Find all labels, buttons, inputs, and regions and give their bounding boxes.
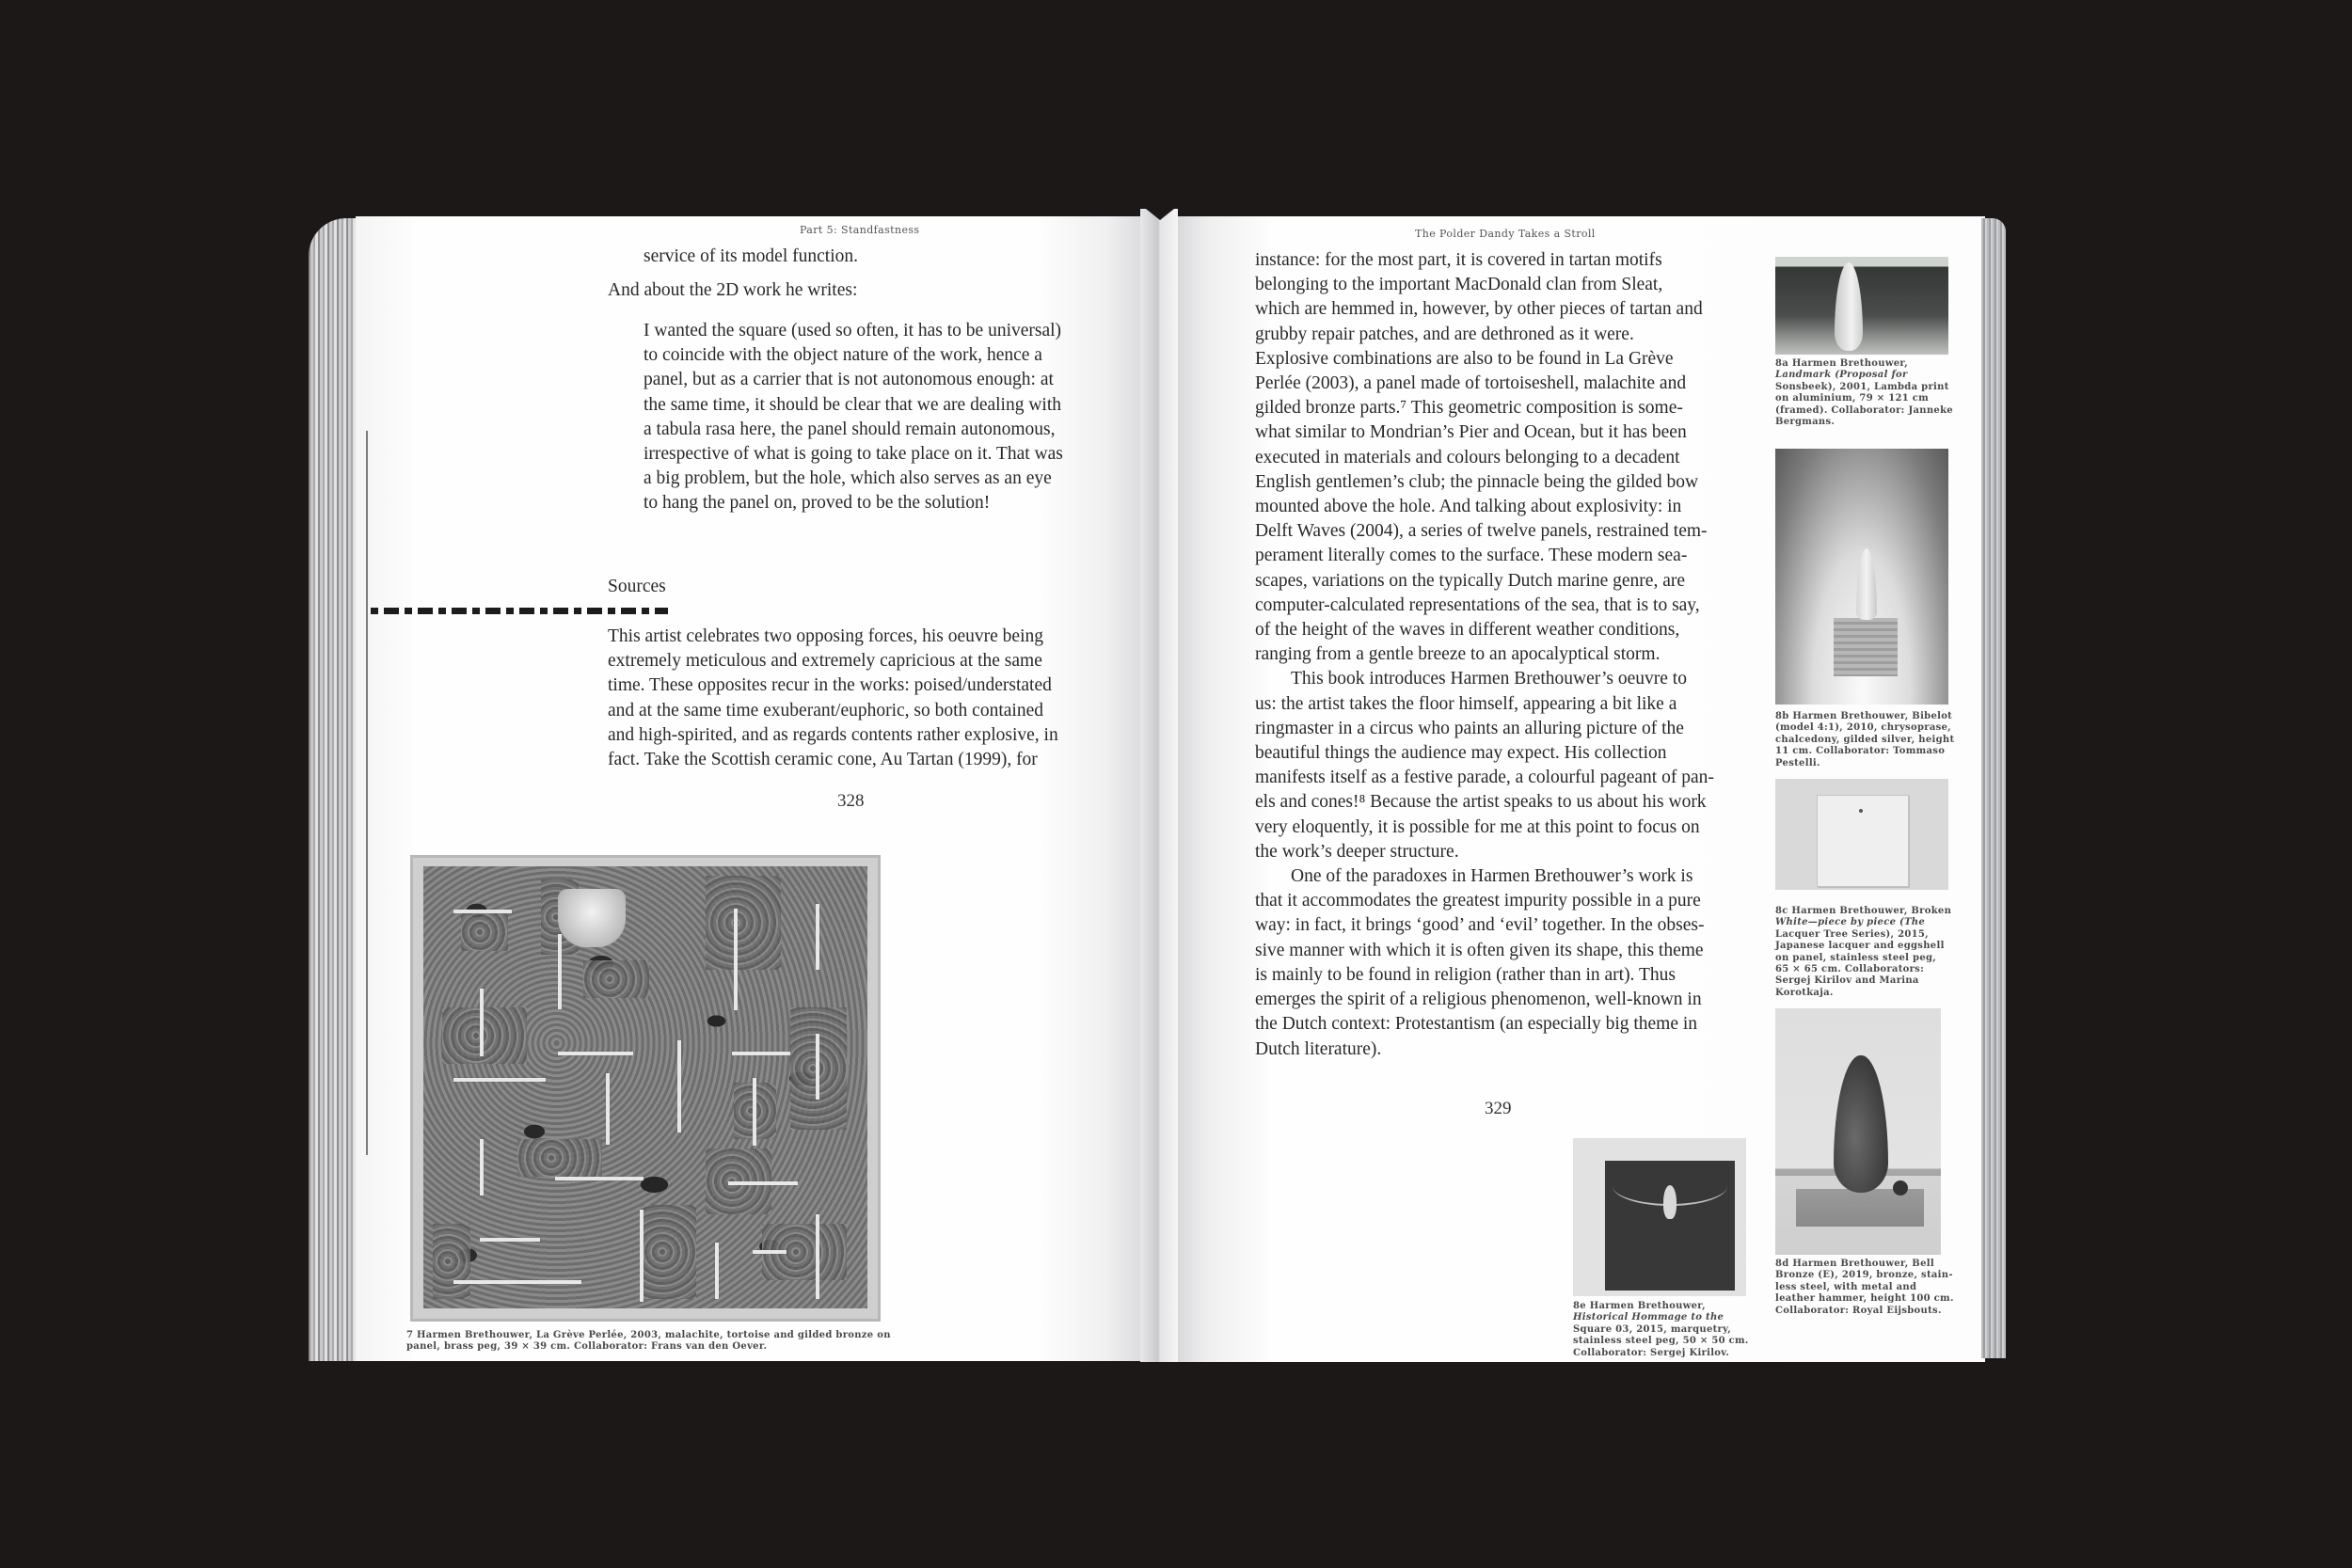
- body-line: beautiful things the audience may expect. His collection: [1255, 743, 1667, 764]
- caption-line: Collaborator: Royal Eijsbouts.: [1775, 1305, 1942, 1316]
- caption-line: Bronze (E), 2019, bronze, stain-: [1775, 1270, 1953, 1281]
- figure-8d-caption: [1775, 1259, 1963, 1317]
- caption-line: 8c Harmen Brethouwer, Broken: [1775, 906, 1952, 916]
- body-line: Perlée (2003), a panel made of tortoiseshell, malachite and: [1255, 373, 1687, 394]
- caption-line: 65 × 65 cm. Collaborators:: [1775, 964, 1925, 975]
- quote-line: I wanted the square (used so often, it has to be universal): [644, 321, 1062, 341]
- body-line: One of the paradoxes in Harmen Brethouwer’s work is: [1291, 866, 1693, 887]
- figure-8d-bell-bronze-photo: [1775, 1008, 1941, 1255]
- caption-line: Lacquer Tree Series), 2015,: [1775, 928, 1929, 940]
- body-line: time. These opposites recur in the works: poised/understated: [608, 675, 1052, 696]
- caption-line: Sonsbeek), 2001, Lambda print: [1775, 381, 1949, 392]
- caption-line: 7 Harmen Brethouwer, La Grève Perlée, 2003, malachite, tortoise and gilded bronze on: [406, 1330, 891, 1340]
- body-line: us: the artist takes the floor himself, appearing a bit like a: [1255, 693, 1677, 714]
- body-line: executed in materials and colours belonging to a decadent: [1255, 447, 1680, 467]
- body-line: the Dutch context: Protestantism (an especially big theme in: [1255, 1014, 1698, 1035]
- body-line: manifests itself as a festive parade, a colourful pageant of pan-: [1255, 768, 1714, 788]
- quote-intro: And about the 2D work he writes:: [608, 280, 858, 300]
- sources-body: [608, 625, 1153, 772]
- caption-line: chalcedony, gilded silver, height: [1775, 734, 1955, 745]
- figure-8c-broken-white-photo: [1775, 779, 1948, 890]
- figure-8b-bibelot-photo: [1775, 449, 1948, 705]
- figure-8b-caption: [1775, 711, 1963, 769]
- figure-8c-caption: [1775, 906, 1963, 999]
- body-line: grubby repair patches, and are dethroned as it were.: [1255, 324, 1634, 344]
- left-page-block-edge: [309, 218, 358, 1361]
- body-line: els and cones!⁸ Because the artist speaks to us about his work: [1255, 792, 1707, 813]
- dash-dot-divider: [371, 608, 668, 614]
- caption-line: panel, brass peg, 39 × 39 cm. Collaborator: Frans van den Oever.: [406, 1341, 768, 1353]
- body-line: perament literally comes to the surface. These modern sea-: [1255, 546, 1688, 566]
- body-line: scapes, variations on the typically Dutch marine genre, are: [1255, 570, 1685, 591]
- caption-line: Pestelli.: [1775, 757, 1820, 768]
- body-line: instance: for the most part, it is covered in tartan motifs: [1255, 250, 1662, 270]
- caption-line: Landmark (Proposal for: [1775, 370, 1908, 381]
- quote-line: a tabula rasa here, the panel should remain autonomous,: [644, 419, 1056, 439]
- quote-line: panel, but as a carrier that is not autonomous enough: at: [644, 370, 1054, 390]
- quote-line: to coincide with the object nature of the work, hence a: [644, 345, 1042, 366]
- body-line: ringmaster in a circus who paints an alluring picture of the: [1255, 718, 1684, 738]
- page-number-left: 328: [837, 791, 865, 811]
- running-head-left: Part 5: Standfastness: [800, 224, 920, 236]
- caption-line: stainless steel peg, 50 × 50 cm.: [1573, 1336, 1749, 1347]
- body-line: way: in fact, it brings ‘good’ and ‘evil’ together. In the obses-: [1255, 915, 1705, 936]
- caption-line: (model 4:1), 2010, chrysoprase,: [1775, 722, 1951, 734]
- figure-7-caption: [406, 1330, 896, 1354]
- caption-line: less steel, with metal and: [1775, 1281, 1917, 1292]
- body-line: computer-calculated representations of the sea, that is to say,: [1255, 594, 1700, 615]
- caption-line: White—piece by piece (The: [1775, 917, 1926, 928]
- body-line: sive manner with which it is often given its shape, this theme: [1255, 940, 1704, 960]
- caption-line: 8b Harmen Brethouwer, Bibelot: [1775, 711, 1953, 721]
- caption-line: leather hammer, height 100 cm.: [1775, 1293, 1954, 1305]
- figure-8a-caption: [1775, 358, 1963, 428]
- body-line: Delft Waves (2004), a series of twelve panels, restrained tem-: [1255, 521, 1708, 542]
- right-page-block-edge: [1981, 218, 2006, 1358]
- body-line: ranging from a gentle breeze to an apocalyptical storm.: [1255, 644, 1661, 665]
- caption-line: Bergmans.: [1775, 417, 1836, 428]
- quote-line: irrespective of what is going to take place on it. That was: [644, 444, 1063, 465]
- caption-line: on panel, stainless steel peg,: [1775, 952, 1937, 963]
- body-line: of the height of the waves in different weather conditions,: [1255, 620, 1680, 641]
- body-line: that it accommodates the greatest impurity possible in a pure: [1255, 891, 1701, 911]
- quote-line: to hang the panel on, proved to be the solution!: [644, 493, 991, 514]
- body-line: which are hemmed in, however, by other pieces of tartan and: [1255, 299, 1703, 320]
- caption-line: 11 cm. Collaborator: Tommaso: [1775, 746, 1946, 757]
- running-head-right: The Polder Dandy Takes a Stroll: [1415, 228, 1596, 240]
- caption-line: 8d Harmen Brethouwer, Bell: [1775, 1259, 1934, 1269]
- caption-line: on aluminium, 79 × 121 cm: [1775, 393, 1930, 404]
- page-number-right: 329: [1485, 1099, 1512, 1118]
- body-line: the work’s deeper structure.: [1255, 841, 1459, 862]
- caption-line: 8e Harmen Brethouwer,: [1573, 1301, 1706, 1311]
- body-line: fact. Take the Scottish ceramic cone, Au Tartan (1999), for: [608, 750, 1038, 770]
- figure-8e-caption: [1573, 1301, 1761, 1359]
- body-line: what similar to Mondrian’s Pier and Ocean, but it has been: [1255, 422, 1687, 443]
- body-line: gilded bronze parts.⁷ This geometric composition is some-: [1255, 398, 1683, 419]
- caption-line: Japanese lacquer and eggshell: [1775, 941, 1945, 952]
- body-line: extremely meticulous and extremely capricious at the same: [608, 651, 1042, 672]
- body-line: Explosive combinations are also to be found in La Grève: [1255, 348, 1674, 369]
- body-line: emerges the spirit of a religious phenomenon, well-known in: [1255, 990, 1702, 1010]
- section-heading-sources: Sources: [608, 577, 666, 596]
- body-line: very eloquently, it is possible for me at this point to focus on: [1255, 816, 1700, 837]
- caption-line: Collaborator: Sergej Kirilov.: [1573, 1347, 1730, 1358]
- body-line: and high-spirited, and as regards contents rather explosive, in: [608, 724, 1058, 745]
- block-quote: [644, 319, 1152, 516]
- body-line: and at the same time exuberant/euphoric, so both contained: [608, 700, 1043, 721]
- caption-line: (framed). Collaborator: Janneke: [1775, 404, 1953, 416]
- body-line: English gentlemen’s club; the pinnacle being the gilded bow: [1255, 471, 1699, 492]
- body-line: Dutch literature).: [1255, 1038, 1382, 1059]
- body-line: mounted above the hole. And talking about explosivity: in: [1255, 497, 1682, 517]
- body-line: This book introduces Harmen Brethouwer’s oeuvre to: [1291, 669, 1687, 689]
- body-line: is mainly to be found in religion (rather than in art). Thus: [1255, 964, 1676, 985]
- caption-line: Korotkaja.: [1775, 987, 1834, 998]
- gilded-bow: [558, 889, 626, 947]
- figure-8e-historical-hommage-photo: [1573, 1138, 1746, 1296]
- figure-8a-landmark-photo: [1775, 257, 1948, 355]
- figure-7-artwork-la-greve-perlee: [423, 866, 867, 1308]
- body-line: This artist celebrates two opposing forces, his oeuvre being: [608, 626, 1044, 646]
- quote-line: the same time, it should be clear that we are dealing with: [644, 394, 1062, 415]
- caption-line: Historical Hommage to the: [1573, 1312, 1724, 1323]
- caption-line: Square 03, 2015, marquetry,: [1573, 1323, 1732, 1335]
- right-body: [1255, 248, 1763, 1062]
- quote-line: a big problem, but the hole, which also serves as an eye: [644, 468, 1052, 489]
- margin-rule: [366, 431, 368, 1155]
- caption-line: 8a Harmen Brethouwer,: [1775, 358, 1909, 369]
- continuation-text: service of its model function.: [644, 246, 858, 266]
- body-line: belonging to the important MacDonald clan from Sleat,: [1255, 275, 1663, 295]
- caption-line: Sergej Kirilov and Marina: [1775, 975, 1919, 987]
